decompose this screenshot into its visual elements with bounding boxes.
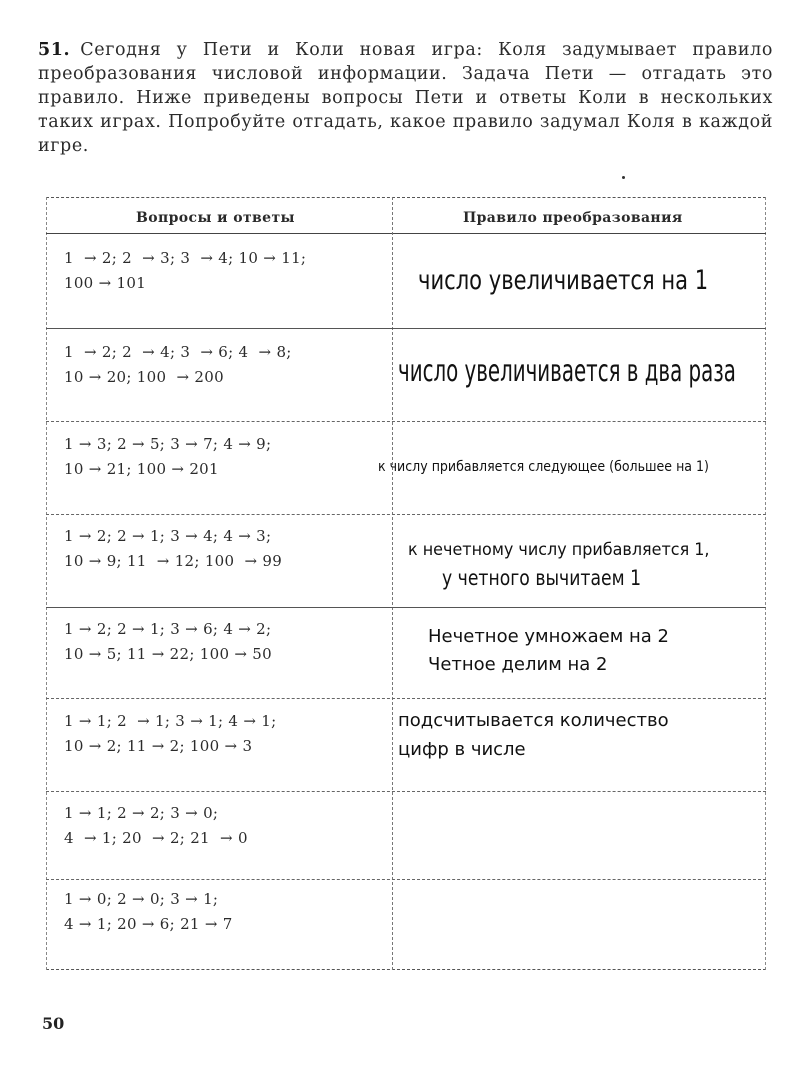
row-divider <box>46 607 766 608</box>
column-divider <box>392 197 393 970</box>
row-2-answer: число увеличивается в два раза <box>398 354 736 389</box>
task-statement <box>38 38 773 158</box>
row-3-answer: к числу прибавляется следующее (большее на 1) <box>378 459 709 475</box>
row-6-answer-line-2: цифр в числе <box>398 739 526 760</box>
ink-dot <box>622 176 625 179</box>
row-6-question: 1 → 1; 2 → 1; 3 → 1; 4 → 1; 10 → 2; 11 → 2; 100 → 3 <box>64 712 277 755</box>
row-divider <box>46 328 766 329</box>
answer-table <box>46 197 766 970</box>
row-2-question: 1 → 2; 2 → 4; 3 → 6; 4 → 8; 10 → 20; 100 → 200 <box>64 343 292 386</box>
row-6-answer-line-1: подсчитывается количество <box>398 710 669 731</box>
row-5-question: 1 → 2; 2 → 1; 3 → 6; 4 → 2; 10 → 5; 11 → 22; 100 → 50 <box>64 620 272 663</box>
row-divider <box>46 879 766 880</box>
row-divider <box>46 791 766 792</box>
row-divider <box>46 514 766 515</box>
row-1-question: 1 → 2; 2 → 3; 3 → 4; 10 → 11; 100 → 101 <box>64 249 307 292</box>
row-1-answer: число увеличивается на 1 <box>418 265 709 296</box>
row-5-answer-line-2: Четное делим на 2 <box>428 654 608 675</box>
row-4-question: 1 → 2; 2 → 1; 3 → 4; 4 → 3; 10 → 9; 11 → 12; 100 → 99 <box>64 527 283 570</box>
page-number: 50 <box>42 1014 65 1033</box>
header-rule: Правило преобразования <box>463 210 683 226</box>
row-3-question: 1 → 3; 2 → 5; 3 → 7; 4 → 9; 10 → 21; 100 → 201 <box>64 435 272 478</box>
task-number: 51. <box>38 40 71 60</box>
row-4-answer-line-1: к нечетному числу прибавляется 1, <box>408 540 710 560</box>
header-questions: Вопросы и ответы <box>136 210 295 226</box>
header-divider <box>46 233 766 234</box>
row-divider <box>46 421 766 422</box>
row-4-answer-line-2: у четного вычитаем 1 <box>442 566 642 590</box>
row-8-question: 1 → 0; 2 → 0; 3 → 1; 4 → 1; 20 → 6; 21 → 7 <box>64 890 233 933</box>
row-5-answer-line-1: Нечетное умножаем на 2 <box>428 626 669 647</box>
task-text: Сегодня у Пети и Коли новая игра: Коля задумывает правило преобразования числовой информации. Задача Пети — отгадать это правило. Ниже приведены вопросы Пети и ответы Коли в нескольких таких играх. Попробуйте отгадать, какое правило задумал Коля в каждой игре. <box>38 40 773 156</box>
row-divider <box>46 698 766 699</box>
row-7-question: 1 → 1; 2 → 2; 3 → 0; 4 → 1; 20 → 2; 21 → 0 <box>64 804 248 847</box>
